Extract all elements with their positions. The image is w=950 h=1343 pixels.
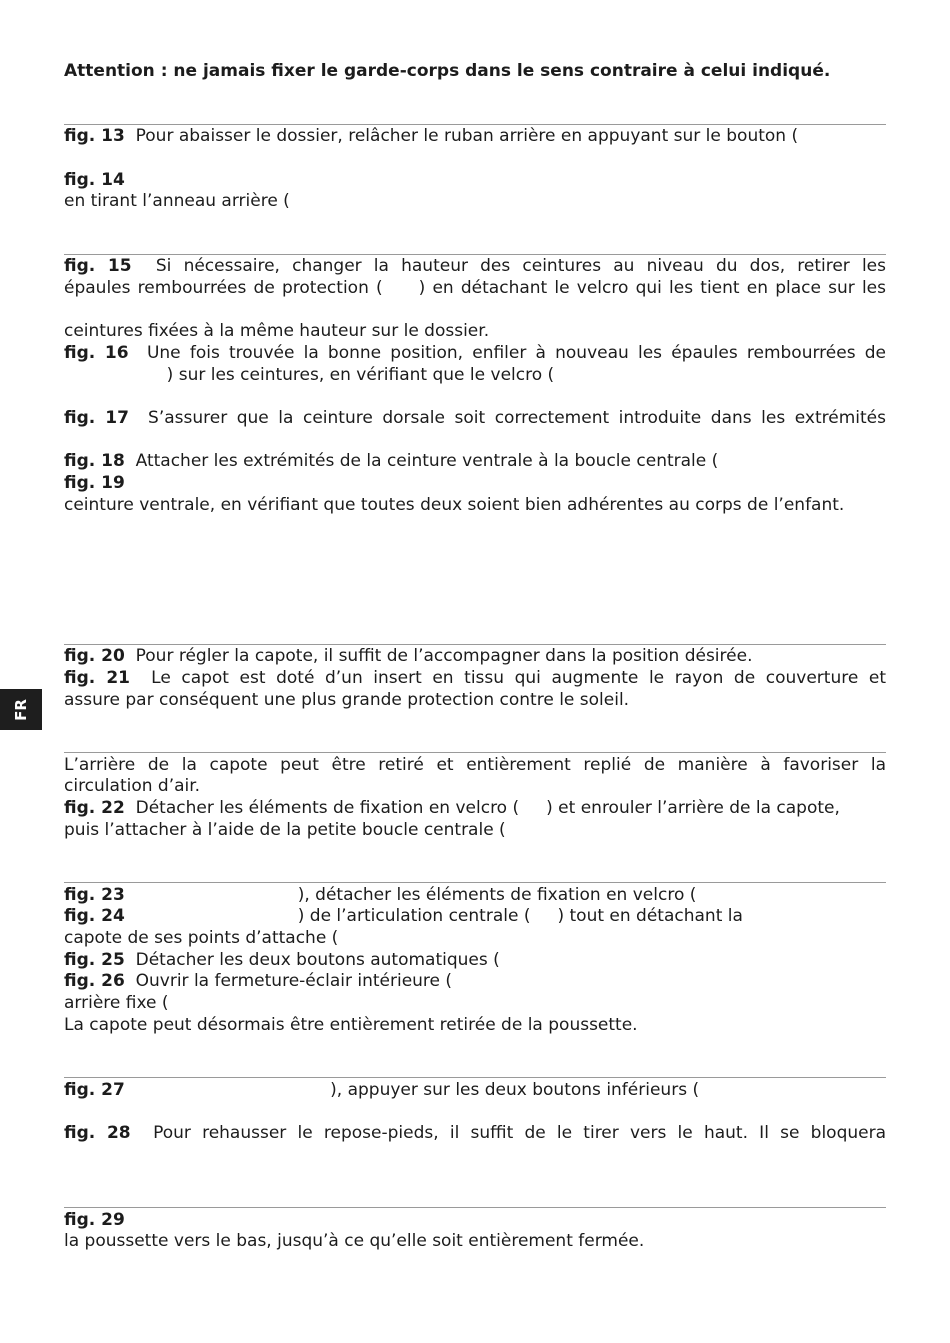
text-line: fig. 20 Pour régler la capote, il suffit de l’accompagner dans la position désirée. xyxy=(64,646,753,666)
text-line: fig. 15 Si nécessaire, changer la hauteur des ceintures au niveau du dos, retirer les xyxy=(64,256,886,276)
text-line: arrière fixe ( xyxy=(64,993,169,1013)
text-line: ceintures fixées à la même hauteur sur le dossier. xyxy=(64,321,490,341)
text-line: épaules rembourrées de protection ( ) en détachant le velcro qui les tient en place sur les xyxy=(64,278,886,298)
text-line: en tirant l’anneau arrière ( xyxy=(64,191,290,211)
text-line: fig. 14 xyxy=(64,170,125,190)
text-line: La capote peut désormais être entièrement retirée de la poussette. xyxy=(64,1015,638,1035)
attention-warning: Attention : ne jamais fixer le garde-corps dans le sens contraire à celui indiqué. xyxy=(64,61,831,81)
text-line: fig. 17 S’assurer que la ceinture dorsale soit correctement introduite dans les extrémités xyxy=(64,408,886,428)
text-line: fig. 27 ), appuyer sur les deux boutons inférieurs ( xyxy=(64,1080,700,1100)
text-line: fig. 26 Ouvrir la fermeture-éclair intérieure ( xyxy=(64,971,453,991)
section-divider xyxy=(64,752,886,753)
section-divider xyxy=(64,1077,886,1078)
text-line: fig. 19 xyxy=(64,473,125,493)
text-line: assure par conséquent une plus grande protection contre le soleil. xyxy=(64,690,630,710)
text-line: capote de ses points d’attache ( xyxy=(64,928,339,948)
text-line: ) sur les ceintures, en vérifiant que le velcro ( xyxy=(64,365,555,385)
text-line: fig. 18 Attacher les extrémités de la ceinture ventrale à la boucle centrale ( xyxy=(64,451,719,471)
text-line: fig. 28 Pour rehausser le repose-pieds, il suffit de le tirer vers le haut. Il se bloquera xyxy=(64,1123,887,1143)
text-line: circulation d’air. xyxy=(64,776,201,796)
text-line: la poussette vers le bas, jusqu’à ce qu’elle soit entièrement fermée. xyxy=(64,1231,645,1251)
text-line: fig. 29 xyxy=(64,1210,125,1230)
section-divider xyxy=(64,882,886,883)
text-line: fig. 21 Le capot est doté d’un insert en tissu qui augmente le rayon de couverture et xyxy=(64,668,886,688)
text-line: fig. 22 Détacher les éléments de fixation en velcro ( ) et enrouler l’arrière de la capote, xyxy=(64,798,840,818)
text-line: fig. 16 Une fois trouvée la bonne position, enfiler à nouveau les épaules rembourrées de xyxy=(64,343,886,363)
language-tab xyxy=(0,689,42,730)
text-line: fig. 25 Détacher les deux boutons automatiques ( xyxy=(64,950,500,970)
text-line: fig. 13 Pour abaisser le dossier, relâcher le ruban arrière en appuyant sur le bouton ( xyxy=(64,126,799,146)
section-divider xyxy=(64,1207,886,1208)
text-line: fig. 24 ) de l’articulation centrale ( ) tout en détachant la xyxy=(64,906,743,926)
language-tab-label: FR xyxy=(12,698,30,721)
text-line: fig. 23 ), détacher les éléments de fixation en velcro ( xyxy=(64,885,697,905)
text-line: ceinture ventrale, en vérifiant que toutes deux soient bien adhérentes au corps de l’enfant. xyxy=(64,495,845,515)
text-line: L’arrière de la capote peut être retiré et entièrement replié de manière à favoriser la xyxy=(64,755,886,775)
text-line: puis l’attacher à l’aide de la petite boucle centrale ( xyxy=(64,820,506,840)
